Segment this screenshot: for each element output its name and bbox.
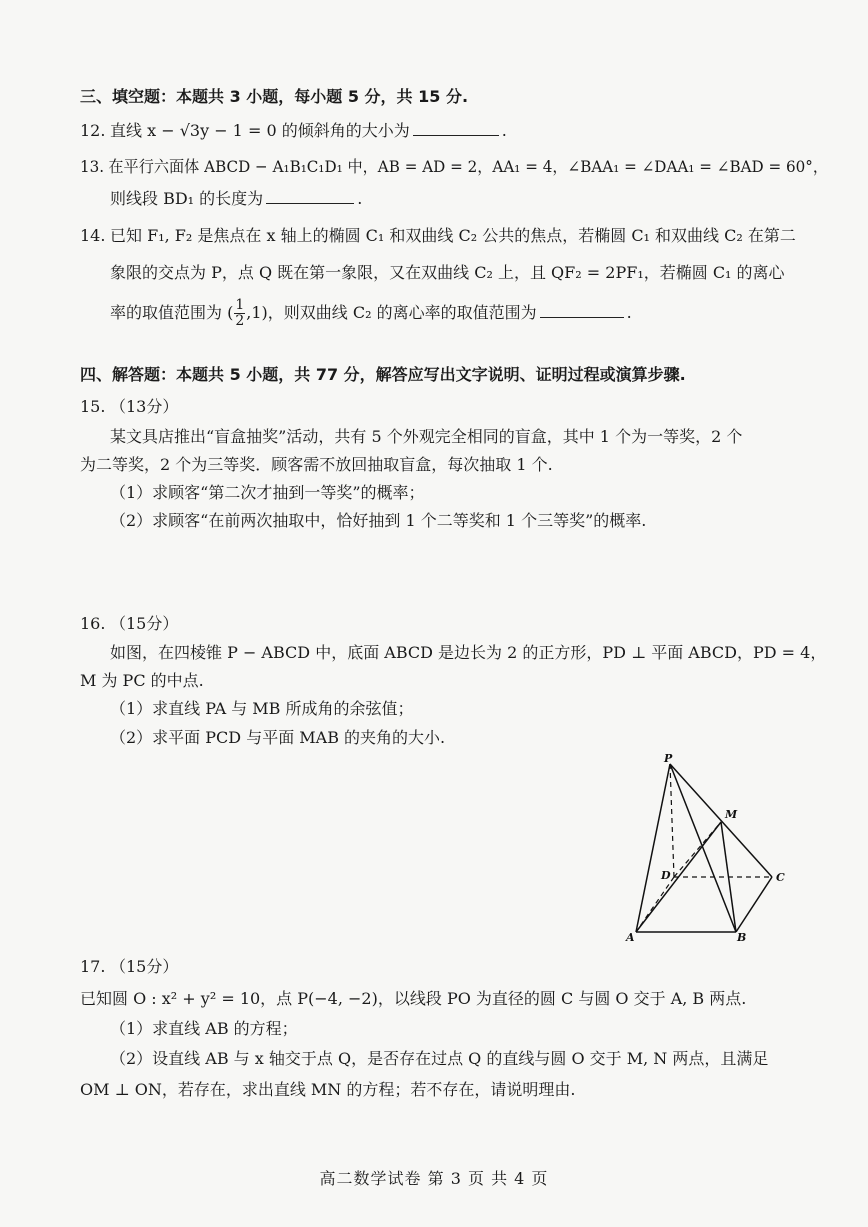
question-number: 17. (80, 957, 106, 976)
section-3-heading: 三、填空题：本题共 3 小题，每小题 5 分，共 15 分. (80, 87, 469, 106)
question-14-line-2: 象限的交点为 P，点 Q 既在第一象限，又在双曲线 C₂ 上，且 QF₂ = 2PF₁，若椭圆 C₁ 的离心 (110, 263, 785, 282)
answer-blank[interactable] (413, 119, 499, 136)
question-16-paragraph-1: 如图，在四棱锥 P − ABCD 中，底面 ABCD 是边长为 2 的正方形，PD ⊥ 平面 ABCD，PD = 4， (110, 643, 827, 662)
section-4-heading: 四、解答题：本题共 5 小题，共 77 分，解答应写出文字说明、证明过程或演算步骤. (80, 365, 686, 384)
question-text-end: . (626, 303, 632, 322)
question-13-line-1 (80, 156, 828, 178)
question-15-subquestion-1: （1）求顾客“第二次才抽到一等奖”的概率； (110, 483, 425, 502)
question-number: 12. (80, 121, 106, 140)
question-17-subquestion-1: （1）求直线 AB 的方程； (110, 1019, 298, 1038)
question-text: 已知 F₁, F₂ 是焦点在 x 轴上的椭圆 C₁ 和双曲线 C₂ 公共的焦点，若椭圆 C₁ 和双曲线 C₂ 在第二 (110, 226, 796, 245)
question-text-end: . (501, 121, 507, 140)
question-number: 13. (80, 157, 105, 176)
question-17-subquestion-2: （2）设直线 AB 与 x 轴交于点 Q，是否存在过点 Q 的直线与圆 O 交于 M, N 两点，且满足 (110, 1049, 769, 1068)
answer-blank[interactable] (266, 187, 354, 204)
label-M: M (725, 808, 738, 821)
question-14-line-1 (80, 225, 796, 247)
question-number: 15. (80, 397, 106, 416)
question-12 (80, 119, 507, 142)
fraction-denominator: 2 (235, 313, 245, 329)
question-score: （13分） (110, 397, 179, 416)
question-14-line-3 (110, 298, 632, 329)
question-text: 则线段 BD₁ 的长度为 (110, 189, 264, 208)
label-A: A (626, 931, 635, 944)
question-16-paragraph-2: M 为 PC 的中点. (80, 671, 204, 690)
label-C: C (776, 871, 785, 884)
question-text: ,1)，则双曲线 C₂ 的离心率的取值范围为 (246, 303, 537, 322)
question-text: 在平行六面体 ABCD − A₁B₁C₁D₁ 中，AB = AD = 2，AA₁ = 4，∠BAA₁ = ∠DAA₁ = ∠BAD = 60°， (108, 157, 829, 176)
question-15-paragraph-2: 为二等奖，2 个为三等奖．顾客需不放回抽取盲盒，每次抽取 1 个. (80, 455, 553, 474)
question-text: 直线 x − √3y − 1 = 0 的倾斜角的大小为 (110, 121, 410, 140)
answer-blank[interactable] (540, 301, 624, 318)
edge-PC (670, 764, 772, 877)
label-P: P (664, 752, 673, 765)
question-number: 14. (80, 226, 106, 245)
edge-PD (670, 764, 674, 877)
label-B: B (737, 931, 747, 944)
label-D: D (661, 869, 671, 882)
edge-DA (636, 877, 674, 932)
question-16-subquestion-1: （1）求直线 PA 与 MB 所成角的余弦值； (110, 699, 414, 718)
question-text-end: . (357, 189, 363, 208)
fraction-one-half (234, 298, 245, 329)
edge-PA (636, 764, 670, 932)
question-15-header (80, 396, 178, 418)
question-17-header (80, 956, 178, 978)
question-17-subquestion-2-cont: OM ⊥ ON，若存在，求出直线 MN 的方程；若不存在，请说明理由. (80, 1080, 576, 1099)
question-17-paragraph-1: 已知圆 O : x² + y² = 10，点 P(−4, −2)，以线段 PO 为直径的圆 C 与圆 O 交于 A, B 两点. (80, 989, 747, 1008)
question-15-subquestion-2: （2）求顾客“在前两次抽取中，恰好抽到 1 个二等奖和 1 个三等奖”的概率. (110, 511, 647, 530)
question-score: （15分） (110, 957, 179, 976)
question-13-line-2 (110, 187, 362, 210)
question-16-subquestion-2: （2）求平面 PCD 与平面 MAB 的夹角的大小. (110, 728, 446, 747)
page-footer: 高二数学试卷 第 3 页 共 4 页 (319, 1169, 549, 1188)
question-15-paragraph-1: 某文具店推出“盲盒抽奖”活动，共有 5 个外观完全相同的盲盒，其中 1 个为一等奖，2 个 (110, 427, 743, 446)
edge-PB (670, 764, 736, 932)
question-number: 16. (80, 614, 106, 633)
question-16-header (80, 613, 178, 635)
edge-MA (636, 822, 721, 932)
question-text: 率的取值范围为 ( (110, 303, 234, 322)
edge-MB (721, 822, 736, 932)
fraction-numerator: 1 (235, 297, 245, 313)
edge-BC (736, 877, 772, 932)
edge-DM (674, 822, 721, 877)
question-score: （15分） (110, 614, 179, 633)
